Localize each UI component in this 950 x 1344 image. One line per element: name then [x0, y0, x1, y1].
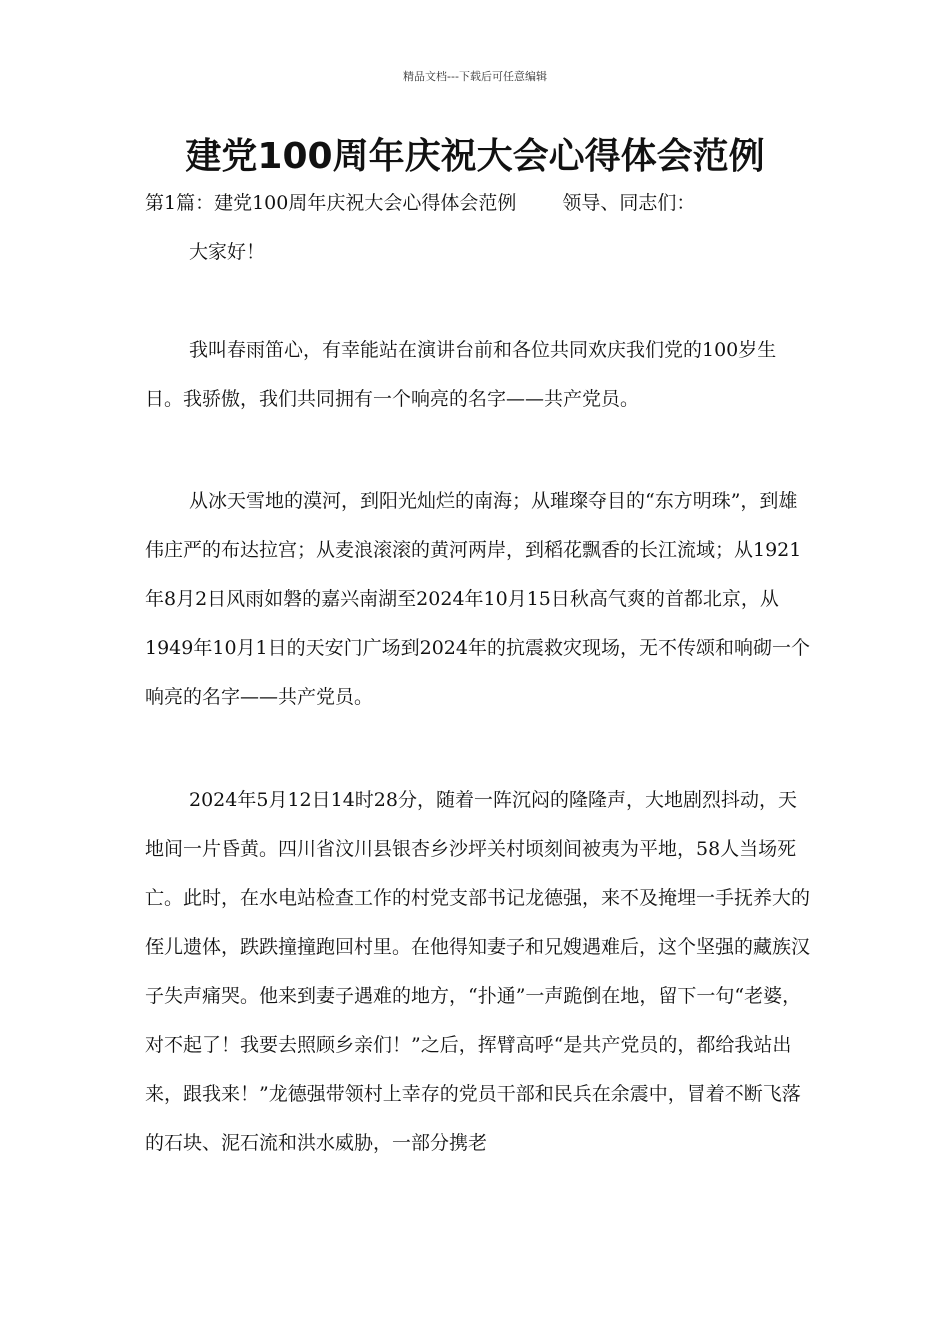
- paragraph-intro: 我叫春雨笛心，有幸能站在演讲台前和各位共同欢庆我们党的100岁生日。我骄傲，我们共同拥有一个响亮的名字——共产党员。: [145, 339, 777, 410]
- paragraph-earthquake: 2024年5月12日14时28分，随着一阵沉闷的隆隆声，大地剧烈抖动，天地间一片昏黄。四川省汶川县银杏乡沙坪关村顷刻间被夷为平地，58人当场死亡。此时，在水电站检查工作的村党支部书记龙德强，来不及掩埋一手抚养大的侄儿遗体，跌跌撞撞跑回村里。在他得知妻子和兄嫂遇难后，这个坚强的藏族汉子失声痛哭。他来到妻子遇难的地方，“扑通”一声跪倒在地，留下一句“老婆，对不起了！我要去照顾乡亲们！”之后，挥臂高呼“是共产党员的，都给我站出来，跟我来！”龙德强带领村上幸存的党员干部和民兵在余震中，冒着不断飞落的石块、泥石流和洪水威胁，一部分携老: [145, 789, 811, 1154]
- subtitle-line: [145, 188, 825, 215]
- part-heading: 第1篇：建党100周年庆祝大会心得体会范例: [145, 192, 517, 214]
- document-title: 建党100周年庆祝大会心得体会范例: [185, 136, 765, 177]
- paragraph-greeting: 大家好！: [189, 241, 266, 263]
- header-note: 精品文档---下载后可任意编辑: [403, 70, 547, 83]
- salutation: 领导、同志们：: [562, 192, 696, 214]
- paragraph-places: 从冰天雪地的漠河，到阳光灿烂的南海；从璀璨夺目的“东方明珠”，到雄伟庄严的布达拉宫；从麦浪滚滚的黄河两岸，到稻花飘香的长江流域；从1921年8月2日风雨如磐的嘉兴南湖至2024年10月15日秋高气爽的首都北京，从1949年10月1日的天安门广场到2024年的抗震救灾现场，无不传颂和响砌一个响亮的名字——共产党员。: [145, 490, 810, 708]
